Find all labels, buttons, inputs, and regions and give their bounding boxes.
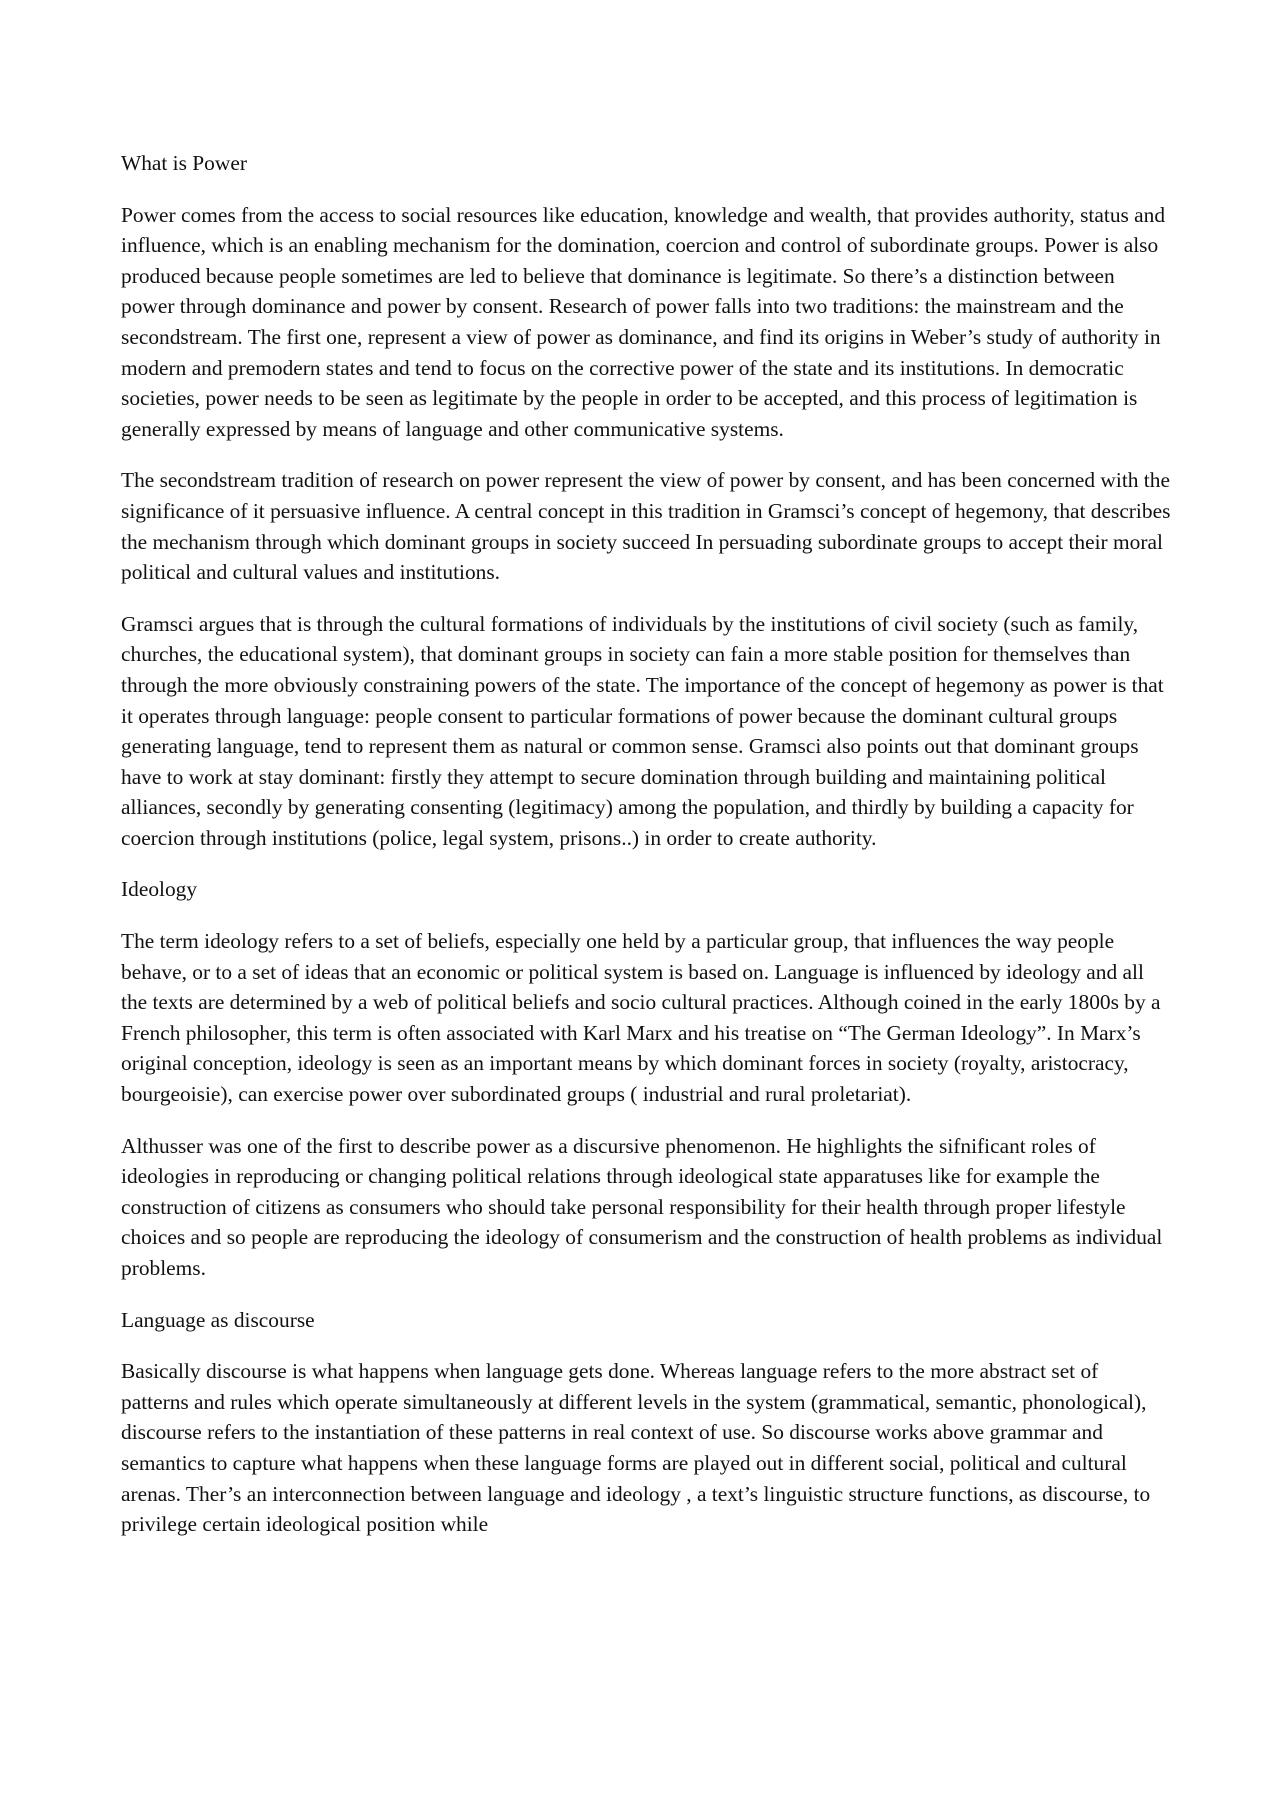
- paragraph: Basically discourse is what happens when language gets done. Whereas language refers to the more abstract set of patterns and rules which operate simultaneously at different levels in the system (grammatical, semantic, phonological), discourse refers to the instantiation of these patterns in real context of use. So discourse works above grammar and semantics to capture what happens when these language forms are played out in different social, political and cultural arenas. Ther’s an interconnection between language and ideology , a text’s linguistic structure functions, as discourse, to privilege certain ideological position while: [121, 1359, 1151, 1537]
- section-heading-ideology: Ideology: [121, 877, 198, 902]
- paragraph: Gramsci argues that is through the cultural formations of individuals by the institutions of civil society (such as family, churches, the educational system), that dominant groups in society can fain a more stable position for themselves than through the more obviously constraining powers of the state. The importance of the concept of hegemony as power is that it operates through language: people consent to particular formations of power because the dominant cultural groups generating language, tend to represent them as natural or common sense. Gramsci also points out that dominant groups have to work at stay dominant: firstly they attempt to secure domination through building and maintaining political alliances, secondly by generating consenting (legitimacy) among the population, and thirdly by building a capacity for coercion through institutions (police, legal system, prisons..) in order to create authority.: [121, 611, 1164, 850]
- section-heading-power: What is Power: [121, 151, 247, 175]
- paragraph: Power comes from the access to social resources like education, knowledge and wealth, that provides authority, status and influence, which is an enabling mechanism for the domination, coercion and control of subordinate groups. Power is also produced because people sometimes are led to believe that dominance is legitimate. So there’s a distinction between power through dominance and power by consent. Research of power falls into two traditions: the mainstream and the secondstream. The first one, represent a view of power as dominance, and find its origins in Weber’s study of authority in modern and premodern states and tend to focus on the corrective power of the state and its institutions. In democratic societies, power needs to be seen as legitimate by the people in order to be accepted, and this process of legitimation is generally expressed by means of language and other communicative systems.: [121, 202, 1166, 441]
- paragraph: The secondstream tradition of research on power represent the view of power by consent, and has been concerned with the significance of it persuasive influence. A central concept in this tradition in Gramsci’s concept of hegemony, that describes the mechanism through which dominant groups in society succeed In persuading subordinate groups to accept their moral political and cultural values and institutions.: [121, 468, 1171, 585]
- paragraph: The term ideology refers to a set of beliefs, especially one held by a particular group, that influences the way people behave, or to a set of ideas that an economic or political system is based on. Language is influenced by ideology and all the texts are determined by a web of political beliefs and socio cultural practices. Although coined in the early 1800s by a French philosopher, this term is often associated with Karl Marx and his treatise on “The German Ideology”. In Marx’s original conception, ideology is seen as an important means by which dominant forces in society (royalty, aristocracy, bourgeoisie), can exercise power over subordinated groups ( industrial and rural proletariat).: [121, 929, 1161, 1107]
- paragraph: Althusser was one of the first to describe power as a discursive phenomenon. He highlights the sifnificant roles of ideologies in reproducing or changing political relations through ideological state apparatuses like for example the construction of citizens as consumers who should take personal responsibility for their health through proper lifestyle choices and so people are reproducing the ideology of consumerism and the construction of health problems as individual problems.: [121, 1133, 1163, 1280]
- document-body: [121, 148, 1171, 1561]
- section-heading-language-as-discourse: Language as discourse: [121, 1307, 315, 1332]
